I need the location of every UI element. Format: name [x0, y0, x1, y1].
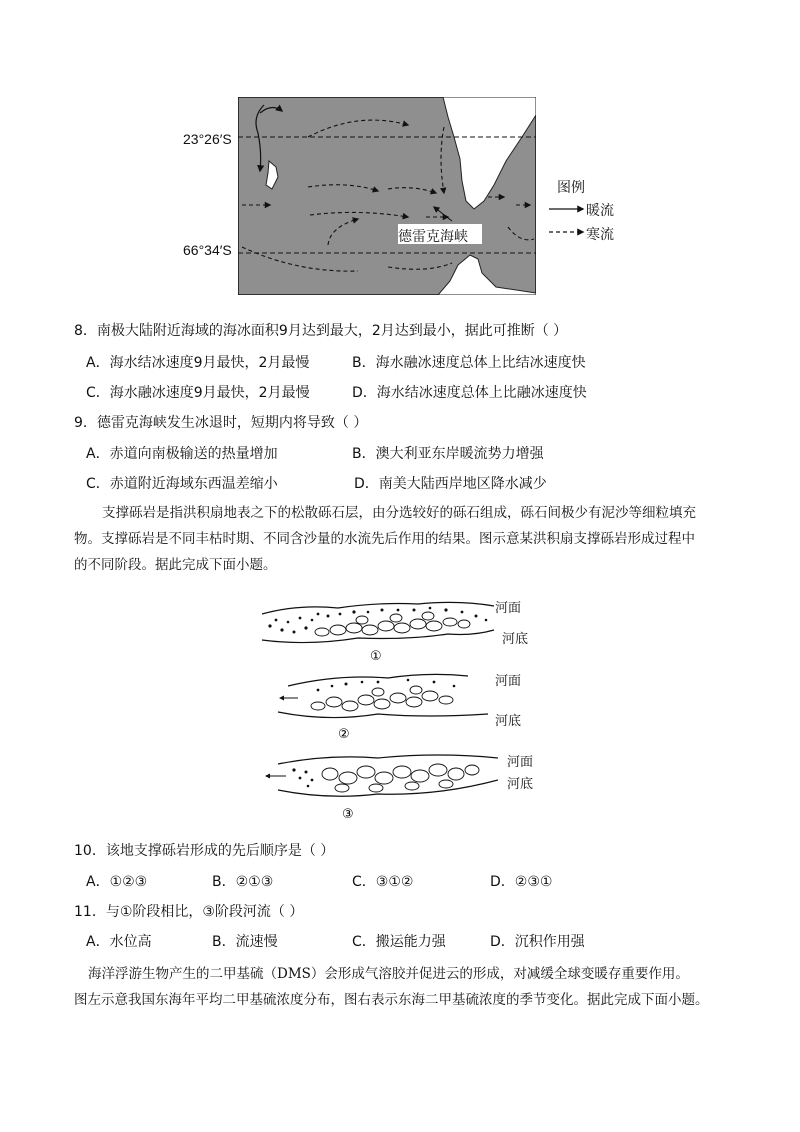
question-11-stem: 11．与①阶段相比，③阶段河流（ ） — [74, 904, 304, 920]
question-11-option-c[interactable]: C．搬运能力强 — [352, 934, 446, 950]
passage-line: 海洋浮游生物产生的二甲基硫（DMS）会形成气溶胶并促进云的形成，对减缓全球变暖存重要作用。 — [88, 966, 689, 982]
stage-2-river-section — [278, 674, 488, 717]
question-10-option-d[interactable]: D．②③① — [490, 874, 553, 890]
stage-3-number: ③ — [342, 807, 354, 822]
question-11-option-a[interactable]: A．水位高 — [86, 934, 152, 950]
passage-line: 的不同阶段。据此完成下面小题。 — [74, 557, 277, 573]
question-8-option-d[interactable]: D．海水结冰速度总体上比融冰速度快 — [352, 385, 587, 401]
legend-symbols — [547, 200, 589, 240]
stage-1-number: ① — [370, 649, 382, 664]
legend-title: 图例 — [557, 180, 585, 196]
stage-2-number: ② — [338, 727, 350, 742]
stage-1-river-section — [262, 602, 494, 642]
question-9-option-b[interactable]: B．澳大利亚东岸暖流势力增强 — [352, 446, 544, 462]
question-10-option-a[interactable]: A．①②③ — [86, 874, 148, 890]
question-11-option-b[interactable]: B．流速慢 — [212, 934, 278, 950]
stage-3-river-section — [266, 755, 498, 796]
question-10-option-c[interactable]: C．③①② — [352, 874, 414, 890]
passage-line: 物。支撑砾岩是不同丰枯时期、不同含沙量的水流先后作用的结果。图示意某洪积扇支撑砾岩形成过程中 — [74, 531, 695, 547]
river-surface-label-2: 河面 — [495, 674, 522, 689]
legend-warm-label: 暖流 — [586, 203, 614, 219]
question-8-option-c[interactable]: C．海水融冰速度9月最快，2月最慢 — [86, 385, 310, 401]
passage-line: 支撑砾岩是指洪积扇地表之下的松散砾石层，由分选较好的砾石组成，砾石间极少有泥沙等细粒填充 — [102, 505, 696, 521]
river-surface-label-1: 河面 — [495, 601, 522, 616]
river-bed-label-3: 河底 — [507, 777, 534, 792]
river-bed-label-1: 河底 — [502, 632, 529, 647]
question-10-option-b[interactable]: B．②①③ — [212, 874, 274, 890]
ocean-current-map — [238, 97, 536, 295]
question-8-option-b[interactable]: B．海水融冰速度总体上比结冰速度快 — [352, 355, 586, 371]
question-8-stem: 8．南极大陆附近海域的海冰面积9月达到最大，2月达到最小，据此可推断（ ） — [74, 323, 568, 339]
question-8-option-a[interactable]: A．海水结冰速度9月最快，2月最慢 — [86, 355, 310, 371]
question-9-option-c[interactable]: C．赤道附近海域东西温差缩小 — [86, 476, 278, 492]
passage-dms — [74, 961, 754, 1013]
question-9-stem: 9．德雷克海峡发生冰退时，短期内将导致（ ） — [74, 415, 368, 431]
drake-passage-label: 德雷克海峡 — [398, 229, 468, 245]
question-9-option-a[interactable]: A．赤道向南极输送的热量增加 — [86, 446, 278, 462]
legend-cold-label: 寒流 — [586, 227, 614, 243]
latitude-label-north: 23°26′S — [183, 131, 232, 147]
question-10-stem: 10．该地支撑砾岩形成的先后顺序是（ ） — [74, 843, 335, 859]
question-11-option-d[interactable]: D．沉积作用强 — [490, 934, 585, 950]
question-9-option-d[interactable]: D．南美大陆西岸地区降水减少 — [354, 476, 547, 492]
passage-line: 图左示意我国东海年平均二甲基硫浓度分布，图右表示东海二甲基硫浓度的季节变化。据此完成下面小题。 — [74, 992, 709, 1008]
river-bed-label-2: 河底 — [495, 714, 522, 729]
passage-conglomerate — [74, 500, 740, 578]
river-surface-label-3: 河面 — [507, 755, 534, 770]
river-stage-diagram — [258, 594, 498, 824]
latitude-label-south: 66°34′S — [183, 242, 232, 258]
